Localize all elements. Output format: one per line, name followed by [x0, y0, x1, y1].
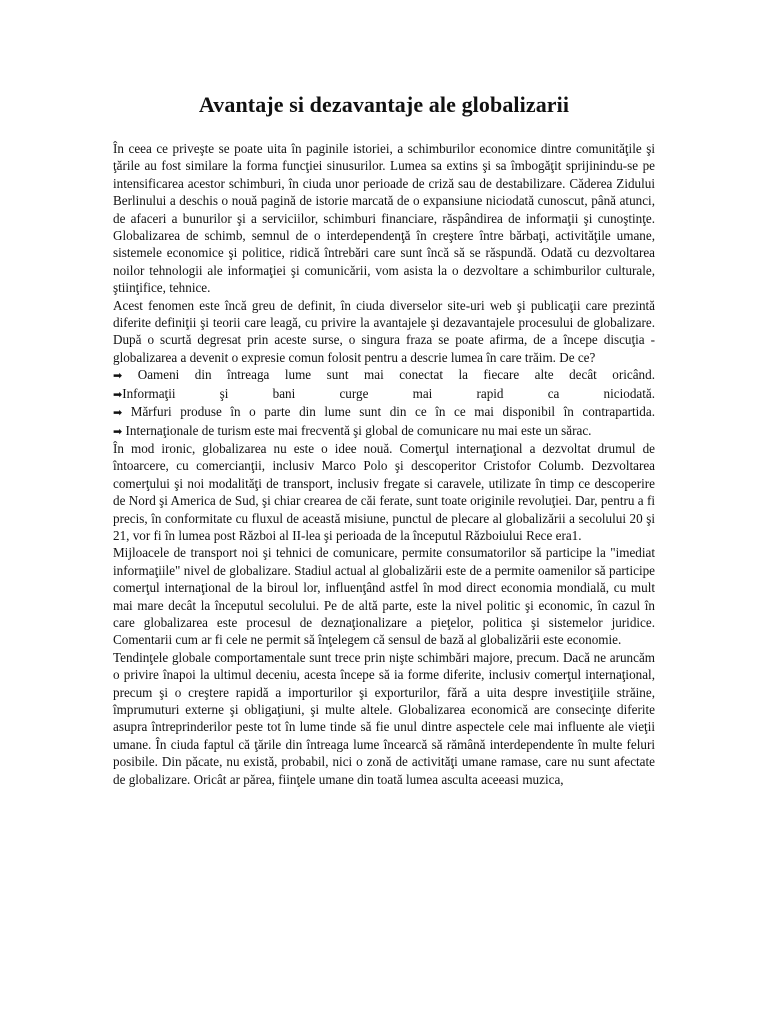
paragraph-trends: Tendinţele globale comportamentale sunt trece prin nişte schimbări majore, precum. Dacă ne aruncăm o privire înapoi la ultimul deceniu, acesta începe să ia forme diferite, inclusiv comerţul internaţional, precum şi o creştere rapidă a importurilor şi exporturilor, fără a uita despre investiţiile străine, împrumuturi externe şi obligaţiuni, şi multe altele. Globalizarea economică are consecinţe diferite asupra întreprinderilor peste tot în lume tinde să fie unul dintre aspectele cele mai influente ale vieţii umane. În ciuda faptul că ţările din întreaga lume încearcă să rămână interdependente în multe feluri posibile. Din păcate, nu există, probabil, nici o zonă de activităţi umane ramase, care nu sunt afectate de globalizare. Oricât ar părea, fiinţele umane din toată lumea asculta aceeasi muzica,: [113, 649, 655, 787]
document-title: Avantaje si dezavantaje ale globalizarii: [198, 92, 570, 117]
bullet-item: [113, 403, 655, 421]
bullet-item: [113, 366, 655, 384]
paragraph-irony: În mod ironic, globalizarea nu este o idee nouă. Comerţul internaţional a dezvoltat drumul de întoarcere, cu comercianţii, inclusiv Marco Polo şi descoperitor Cristofor Columb. Dezvoltarea comerţului şi noi modalităţi de transport, inclusiv fregate si caravele, utilizate în timp ce descoperire de Nord şi America de Sud, şi chiar crearea de căi ferate, sunt toate originile revoluţiei. Dar, pentru a fi precis, în conformitate cu fluxul de această misiune, punctul de plecare al globalizării a secolului 20 şi 21, vor fi în lumea post Război al II-lea şi perioada de la începutul Războiului Rece era1.: [113, 440, 655, 543]
arrow-right-icon: ➡: [113, 369, 123, 383]
arrow-right-icon: ➡: [113, 387, 123, 401]
bullet-item: [113, 385, 655, 403]
document-body: [113, 140, 655, 788]
bullet-text: Oameni din întreaga lume sunt mai conectat la fiecare alte decât oricând.: [137, 367, 655, 383]
bullet-text: Informaţii şi bani curge mai rapid ca niciodată.: [122, 385, 655, 401]
paragraph-history: În ceea ce priveşte se poate uita în paginile istoriei, a schimburilor economice dintre comunităţile şi ţările au fost similare la forma funcţiei sinusurilor. Lumea sa extins şi sa îmbogăţit sprijinindu-se pe intensificarea acestor schimburi, în ciuda unor perioade de criză sau de destabilizare. Căderea Zidului Berlinului a deschis o nouă pagină de istorie marcată de o expansiune niciodată cunoscut, până atunci, de afaceri a bunurilor şi a serviciilor, schimburi financiare, răspândirea de informaţii şi cunoştinţe. Globalizarea de schimb, semnul de o interdependenţă în creştere între bărbaţi, activităţile umane, sistemele economice şi politice, ridică întrebări care sunt încă să se răspundă. Odată cu dezvoltarea noilor tehnologii ale informaţiei şi comunicării, vom asista la o dezvoltare a schimburilor culturale, ştiinţifice, tehnice.: [113, 141, 655, 296]
arrow-right-icon: ➡: [113, 424, 123, 438]
bullet-text: Mărfuri produse în o parte din lume sunt din ce în ce mai disponibil în contrapartida.: [130, 404, 655, 420]
document-page: [113, 0, 655, 788]
arrow-right-icon: ➡: [113, 406, 123, 420]
paragraph-transport: Mijloacele de transport noi şi tehnici de comunicare, permite consumatorilor să participe la "imediat informaţiile" nivel de globalizare. Stadiul actual al globalizării este de a permite oamenilor să participe comerţul internaţional de la biroul lor, influenţând astfel în mod direct economia mondială, cu mult mai mare decât la începutul secolului. Pe de altă parte, este la nivel politic şi economic, în cazul în care globalizarea este procesul de deznaţionalizare a pieţelor, politica şi sistemelor juridice. Comentarii cum ar fi cele ne permit să înţelegem că sensul de bază al globalizării este economie.: [113, 545, 655, 648]
paragraph-definition: Acest fenomen este încă greu de definit, în ciuda diverselor site-uri web şi publicaţii care prezintă diferite definiţii şi teorii care leagă, cu privire la avantajele şi dezavantajele procesului de globalizare. După o scurtă degresat prin aceste surse, o singura fraza se poate afirma, de a începe discuţia - globalizarea a devenit o expresie comun folosit pentru a descrie lumea în care trăim. De ce?: [113, 297, 655, 365]
bullet-item: [113, 422, 655, 440]
bullet-text: Internaţionale de turism este mai frecventă şi global de comunicare nu mai este un sărac.: [125, 422, 592, 438]
